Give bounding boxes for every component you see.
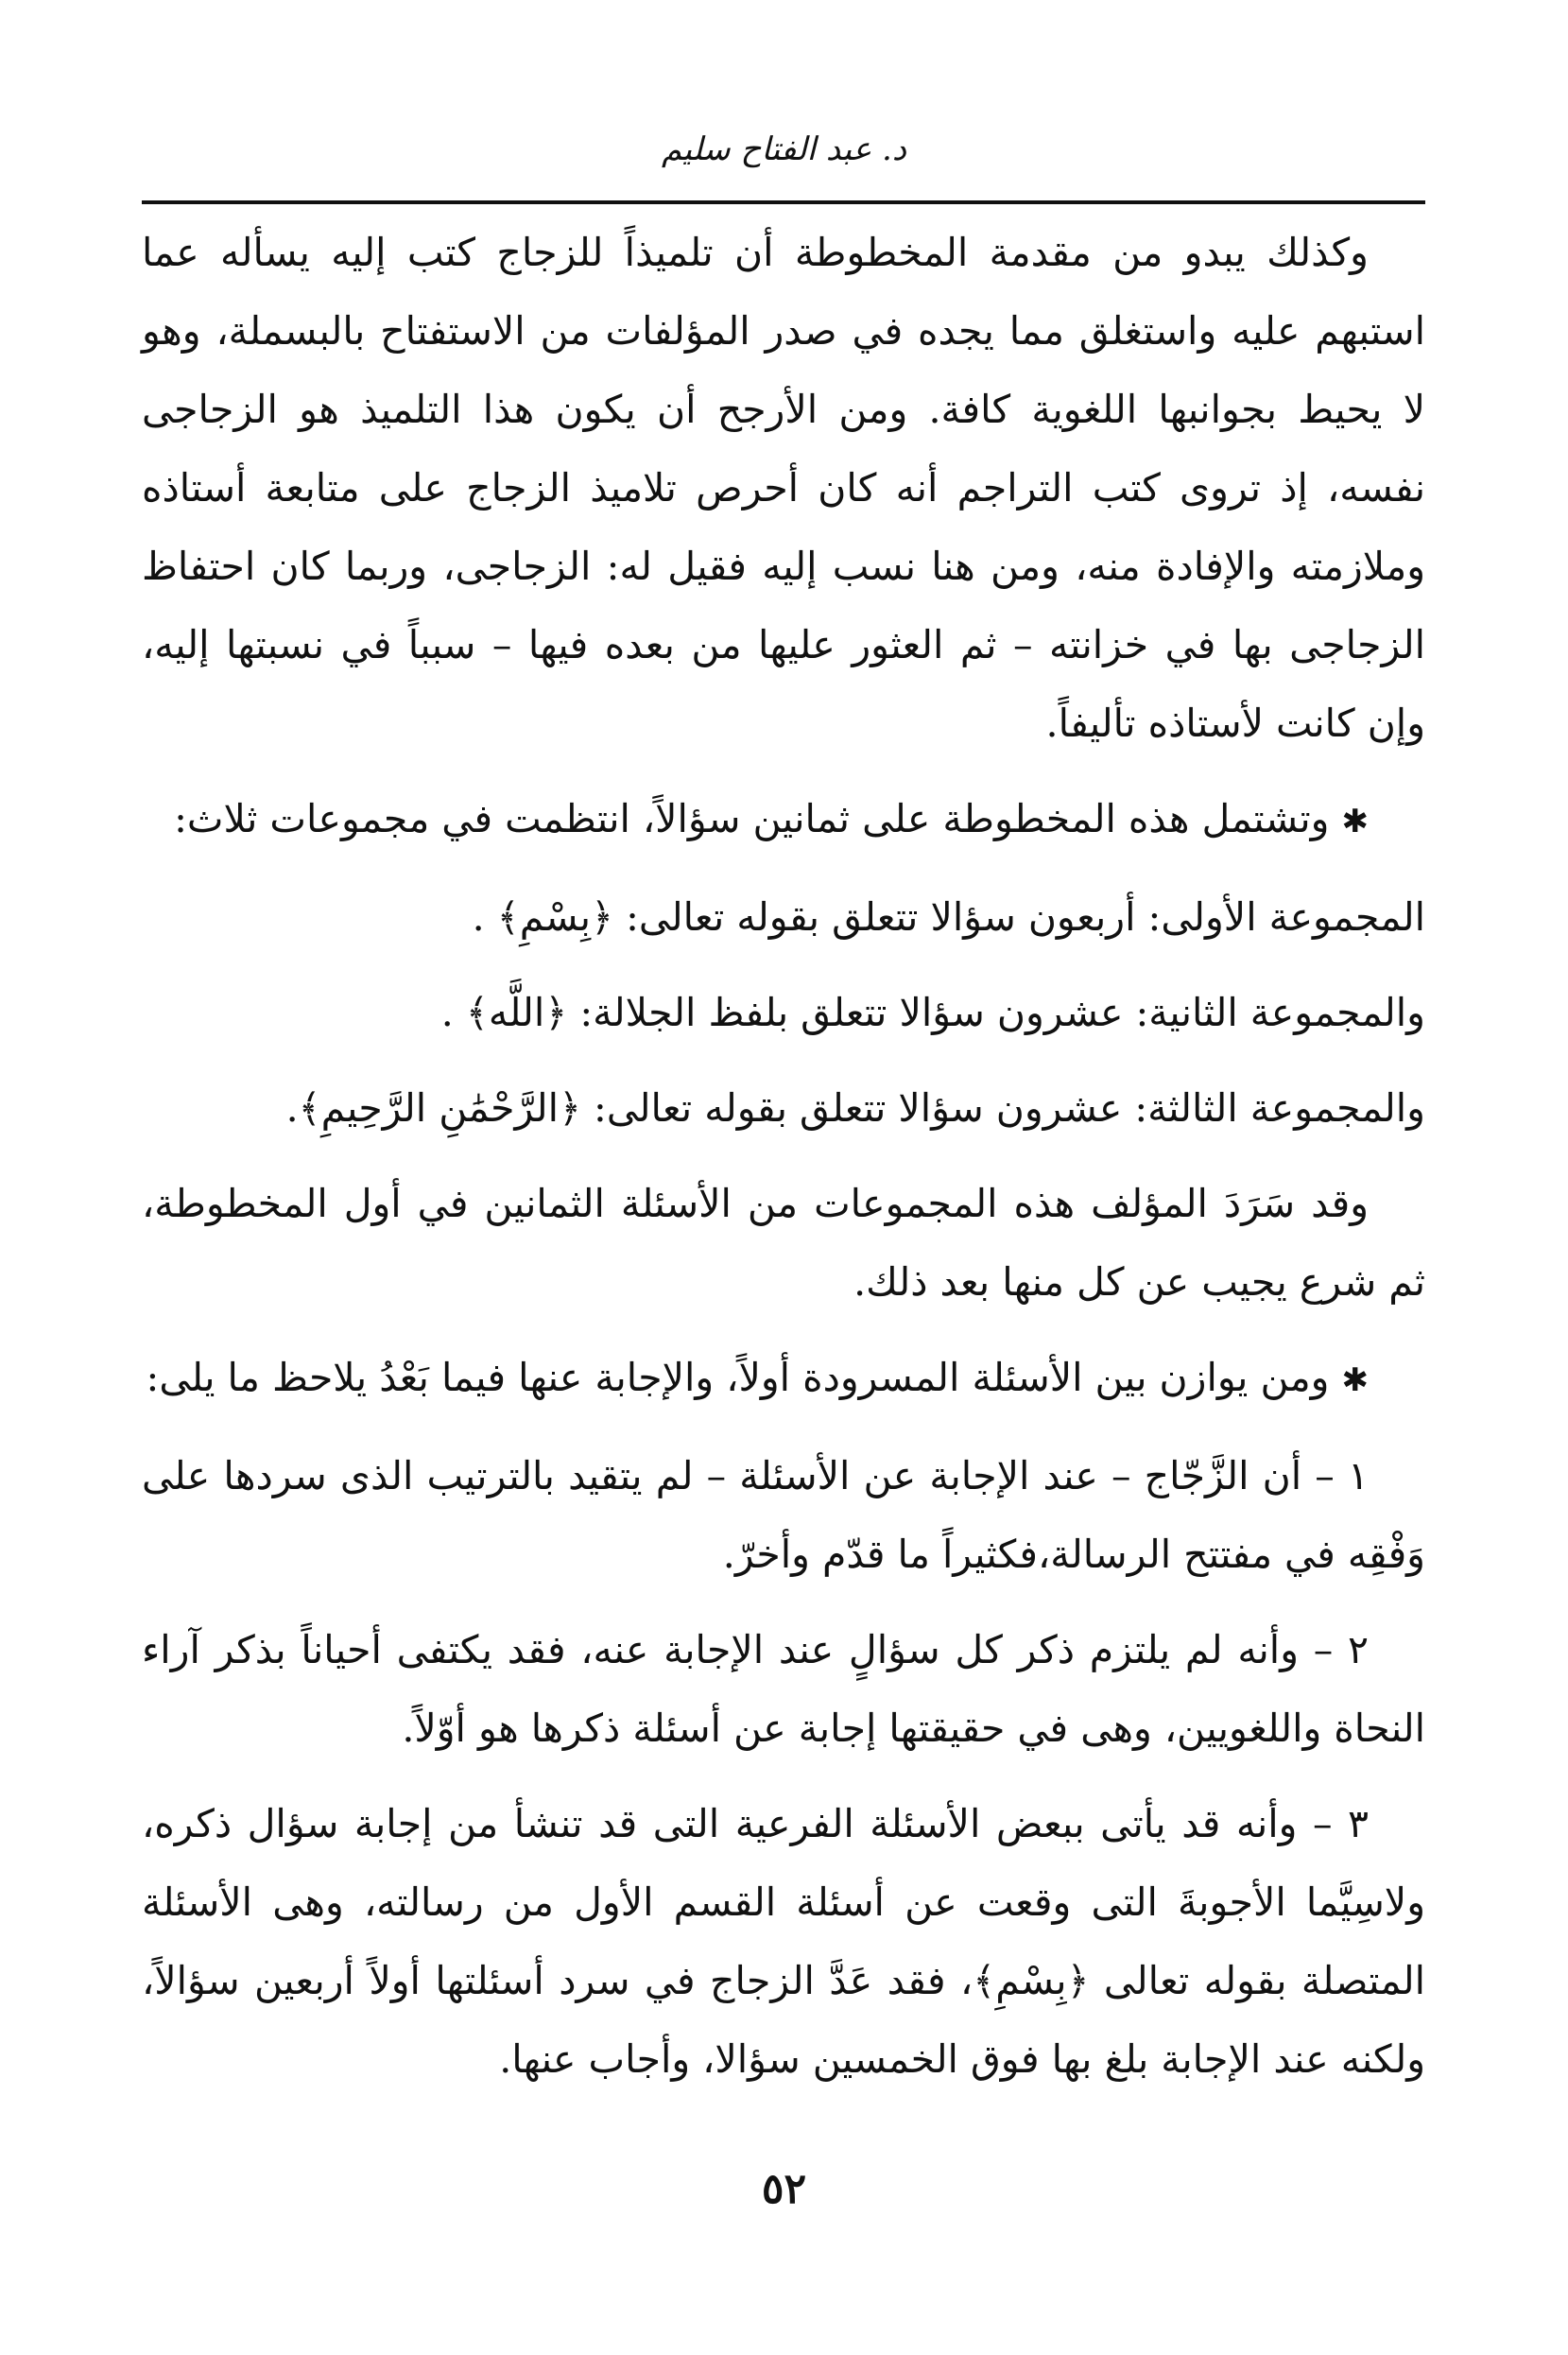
paragraph-group-two: والمجموعة الثانية: عشرون سؤالا تتعلق بلفظ الجلالة: ﴿اللَّه﴾ . bbox=[440, 990, 1425, 1035]
paragraph-point-three: ٣ – وأنه قد يأتى ببعض الأسئلة الفرعية التى قد تنشأ من إجابة سؤال ذكره، ولاسِيَّما الأجوبةَ التى وقعت عن أسئلة القسم الأول من رسالته، وهى الأسئلة المتصلة بقوله تعالى ﴿بِسْمِ﴾، فقد عَدَّ الزجاج في سرد أسئلتها أولاً أربعين سؤالاً، ولكنه عند الإجابة بلغ بها فوق الخمسين سؤالا، وأجاب عنها. bbox=[142, 1801, 1425, 2082]
paragraph-group-three: والمجموعة الثالثة: عشرون سؤالا تتعلق بقوله تعالى: ﴿الرَّحْمَٰنِ الرَّحِيمِ﴾. bbox=[285, 1085, 1425, 1131]
running-head-author: د. عبد الفتاح سليم bbox=[662, 130, 906, 168]
paragraph-manuscript-intro: وكذلك يبدو من مقدمة المخطوطة أن تلميذاً للزجاج كتب إليه يسأله عما استبهم عليه واستغلق مما يجده في صدر المؤلفات من الاستفتاح بالبسملة، وهو لا يحيط بجوانبها اللغوية كافة. ومن الأرجح أن يكون هذا التلميذ هو الزجاجى نفسه، إذ تروى كتب التراجم أنه كان أحرص تلاميذ الزجاج على متابعة أستاذه وملازمته والإفادة منه، ومن هنا نسب إليه فقيل له: الزجاجى، وربما كان احتفاظ الزجاجى بها في خزانته – ثم العثور عليها من بعده فيها – سبباً في نسبتها إليه، وإن كانت لأستاذه تأليفاً. bbox=[142, 230, 1425, 746]
paragraph-text: وتشتمل هذه المخطوطة على ثمانين سؤالاً، انتظمت في مجموعات ثلاث: bbox=[174, 796, 1330, 841]
paragraph-comparison bbox=[142, 1339, 1425, 1420]
header-rule bbox=[142, 200, 1425, 204]
paragraph-point-two: ٢ – وأنه لم يلتزم ذكر كل سؤالٍ عند الإجابة عنه، فقد يكتفى أحياناً بذكر آراء النحاة واللغويين، وهى في حقيقتها إجابة عن أسئلة ذكرها هو أوّلاً. bbox=[142, 1627, 1425, 1751]
paragraph-listing-order: وقد سَرَدَ المؤلف هذه المجموعات من الأسئلة الثمانين في أول المخطوطة، ثم شرع يجيب عن كل منها بعد ذلك. bbox=[142, 1181, 1425, 1305]
page-number: ٥٢ bbox=[761, 2165, 807, 2213]
paragraph-question-groups bbox=[142, 780, 1425, 861]
paragraph-text: ومن يوازن بين الأسئلة المسرودة أولاً، والإجابة عنها فيما بَعْدُ يلاحظ ما يلى: bbox=[146, 1355, 1330, 1400]
paragraph-group-one: المجموعة الأولى: أربعون سؤالا تتعلق بقوله تعالى: ﴿بِسْمِ﴾ . bbox=[472, 894, 1425, 940]
star-bullet-icon: ✱ bbox=[1341, 1361, 1369, 1399]
paragraph-point-one: ١ – أن الزَّجّاج – عند الإجابة عن الأسئلة – لم يتقيد بالترتيب الذى سردها على وَفْقِه في مفتتح الرسالة،فكثيراً ما قدّم وأخرّ. bbox=[142, 1453, 1425, 1577]
body-text bbox=[142, 214, 1425, 2116]
star-bullet-icon: ✱ bbox=[1341, 803, 1369, 840]
